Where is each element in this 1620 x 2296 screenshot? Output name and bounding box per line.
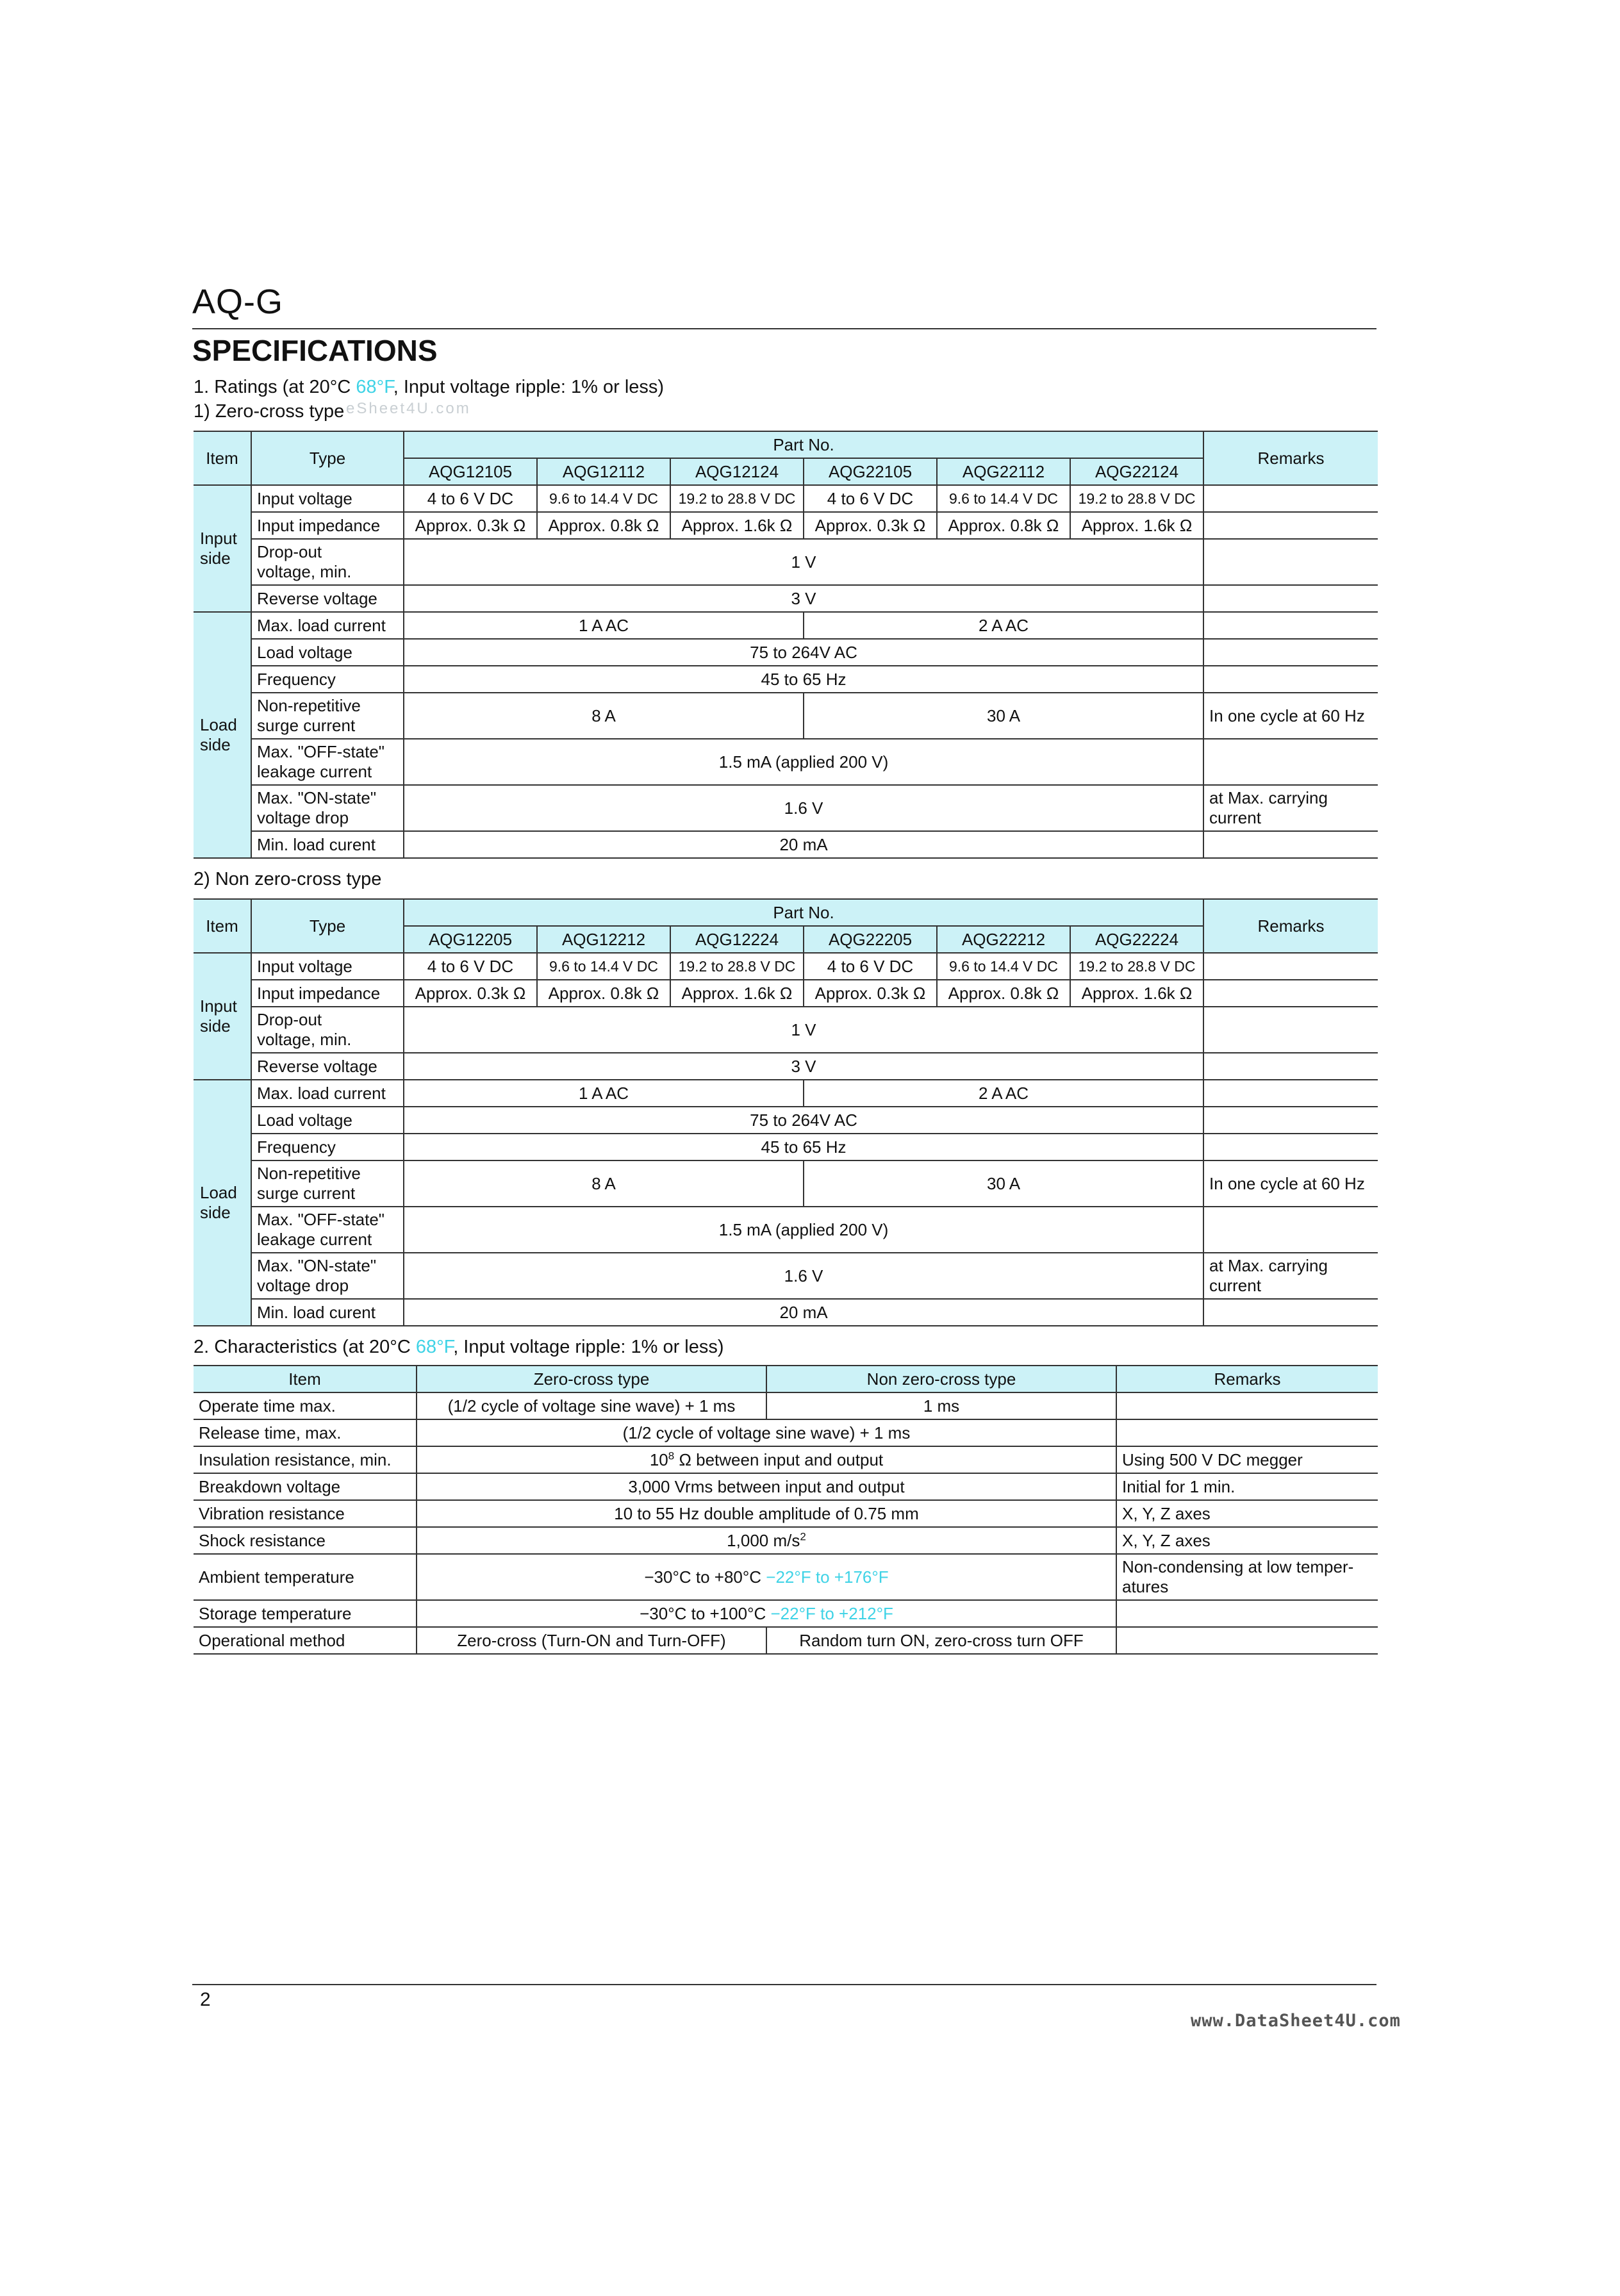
remark-empty — [1116, 1419, 1378, 1446]
ratings-title-pre: 1. Ratings (at 20°C — [194, 377, 356, 397]
group-load-side: Load side — [194, 1080, 251, 1326]
row-label: Reverse voltage — [251, 1053, 404, 1080]
cell-value: 1.6 V — [404, 1253, 1203, 1299]
cell-value: Approx. 0.3k Ω — [804, 512, 937, 539]
cell-value: Approx. 0.3k Ω — [404, 512, 537, 539]
remark-empty — [1203, 585, 1378, 612]
cell-value: 2 A AC — [804, 1080, 1203, 1107]
cell-value: Zero-cross (Turn-ON and Turn-OFF) — [417, 1627, 766, 1654]
row-label: Input voltage — [251, 953, 404, 980]
remark: Using 500 V DC megger — [1116, 1446, 1378, 1473]
group-load-side: Load side — [194, 612, 251, 858]
cell-value: Approx. 0.8k Ω — [537, 980, 670, 1007]
cell-value: 9.6 to 14.4 V DC — [537, 485, 670, 512]
remark-empty — [1203, 512, 1378, 539]
group-input-side: Input side — [194, 953, 251, 1080]
row-label: Non-repetitive surge current — [251, 693, 404, 739]
row-label: Drop-out voltage, min. — [251, 1007, 404, 1053]
part-number: AQG22224 — [1070, 926, 1203, 953]
row-label: Release time, max. — [194, 1419, 417, 1446]
characteristics-title — [194, 1337, 724, 1358]
remark-empty — [1203, 1007, 1378, 1053]
row-label: Load voltage — [251, 639, 404, 666]
remark-empty — [1203, 1134, 1378, 1160]
header-type: Type — [251, 899, 404, 953]
cell-value: 4 to 6 V DC — [804, 485, 937, 512]
remark-empty — [1203, 1107, 1378, 1134]
cell-value: 1 V — [404, 1007, 1203, 1053]
remark-empty — [1203, 612, 1378, 639]
part-number: AQG12212 — [537, 926, 670, 953]
cell-value: 20 mA — [404, 1299, 1203, 1326]
row-label: Max. "OFF-state" leakage current — [251, 739, 404, 785]
cell-value: 9.6 to 14.4 V DC — [937, 953, 1070, 980]
remark: In one cycle at 60 Hz — [1203, 693, 1378, 739]
header-item: Item — [194, 431, 251, 485]
cell-value: 75 to 264V AC — [404, 639, 1203, 666]
row-label: Max. "ON-state" voltage drop — [251, 785, 404, 831]
cell-value: $10^8$ Ω between input and output — [417, 1446, 1116, 1473]
part-number: AQG22112 — [937, 458, 1070, 485]
row-label: Drop-out voltage, min. — [251, 539, 404, 585]
row-label: Storage temperature — [194, 1600, 417, 1627]
remark-empty — [1203, 1053, 1378, 1080]
cell-value: 9.6 to 14.4 V DC — [537, 953, 670, 980]
cell-value: Random turn ON, zero-cross turn OFF — [766, 1627, 1116, 1654]
group-input-side: Input side — [194, 485, 251, 612]
row-label: Input impedance — [251, 512, 404, 539]
row-label: Shock resistance — [194, 1527, 417, 1554]
part-number: AQG22212 — [937, 926, 1070, 953]
remark: at Max. carrying current — [1203, 1253, 1378, 1299]
row-label: Reverse voltage — [251, 585, 404, 612]
cell-value: −30°C to +80°C −22°F to +176°F — [417, 1554, 1116, 1600]
ratings-title — [194, 377, 664, 398]
top-rule — [192, 328, 1376, 329]
part-number: AQG22205 — [804, 926, 937, 953]
cell-value: Approx. 0.3k Ω — [804, 980, 937, 1007]
row-label: Breakdown voltage — [194, 1473, 417, 1500]
remark-empty — [1203, 666, 1378, 693]
remark: X, Y, Z axes — [1116, 1500, 1378, 1527]
row-label: Frequency — [251, 1134, 404, 1160]
cell-value: 1 A AC — [404, 1080, 804, 1107]
cell-value: 8 A — [404, 1160, 804, 1207]
page-heading: SPECIFICATIONS — [192, 334, 438, 367]
row-label: Max. load current — [251, 612, 404, 639]
row-label: Max. load current — [251, 1080, 404, 1107]
characteristics-title-accent: 68°F — [415, 1337, 454, 1357]
part-number: AQG12205 — [404, 926, 537, 953]
header-remarks: Remarks — [1116, 1366, 1378, 1392]
remark: In one cycle at 60 Hz — [1203, 1160, 1378, 1207]
cell-value: Approx. 1.6k Ω — [670, 512, 804, 539]
row-label: Input impedance — [251, 980, 404, 1007]
cell-value: 1 ms — [766, 1392, 1116, 1419]
cell-value: 75 to 264V AC — [404, 1107, 1203, 1134]
cell-value: Approx. 0.8k Ω — [937, 512, 1070, 539]
cell-value: 9.6 to 14.4 V DC — [937, 485, 1070, 512]
characteristics-table — [194, 1365, 1378, 1655]
row-label: Min. load curent — [251, 831, 404, 858]
header-item: Item — [194, 899, 251, 953]
cell-value: 4 to 6 V DC — [404, 485, 537, 512]
cell-value: 3 V — [404, 1053, 1203, 1080]
row-label: Frequency — [251, 666, 404, 693]
row-label: Ambient temperature — [194, 1554, 417, 1600]
ratings-title-post: , Input voltage ripple: 1% or less) — [393, 377, 665, 397]
cell-value: 19.2 to 28.8 V DC — [670, 953, 804, 980]
row-label: Insulation resistance, min. — [194, 1446, 417, 1473]
product-name: AQ-G — [192, 283, 284, 321]
remark-empty — [1203, 1299, 1378, 1326]
cell-value: Approx. 0.8k Ω — [537, 512, 670, 539]
cell-value: 1 V — [404, 539, 1203, 585]
cell-value: 1,000 $m/s^2$ — [417, 1527, 1116, 1554]
row-label: Input voltage — [251, 485, 404, 512]
part-number: AQG22105 — [804, 458, 937, 485]
cell-value: 1 A AC — [404, 612, 804, 639]
zero-cross-ratings-table — [194, 431, 1378, 859]
header-item: Item — [194, 1366, 417, 1392]
row-label: Max. "ON-state" voltage drop — [251, 1253, 404, 1299]
cell-value: 19.2 to 28.8 V DC — [1070, 485, 1203, 512]
part-number: AQG12124 — [670, 458, 804, 485]
part-number: AQG12112 — [537, 458, 670, 485]
remark: Initial for 1 min. — [1116, 1473, 1378, 1500]
cell-value: (1/2 cycle of voltage sine wave) + 1 ms — [417, 1392, 766, 1419]
cell-value: 1.5 mA (applied 200 V) — [404, 1207, 1203, 1253]
part-number: AQG12224 — [670, 926, 804, 953]
site-link[interactable]: www.DataSheet4U.com — [1191, 2011, 1401, 2031]
header-part-no: Part No. — [404, 899, 1203, 926]
cell-value: 8 A — [404, 693, 804, 739]
cell-value: 30 A — [804, 1160, 1203, 1207]
cell-value: 2 A AC — [804, 612, 1203, 639]
header-remarks: Remarks — [1203, 899, 1378, 953]
part-number: AQG12105 — [404, 458, 537, 485]
cell-value: 19.2 to 28.8 V DC — [670, 485, 804, 512]
remark-empty — [1116, 1392, 1378, 1419]
page-number: 2 — [200, 1989, 211, 2010]
remark-empty — [1203, 485, 1378, 512]
cell-value: Approx. 1.6k Ω — [1070, 512, 1203, 539]
faint-watermark: eSheet4U.com — [346, 400, 471, 417]
cell-value: 30 A — [804, 693, 1203, 739]
remark-empty — [1203, 831, 1378, 858]
remark-empty — [1203, 1207, 1378, 1253]
cell-value: 4 to 6 V DC — [804, 953, 937, 980]
cell-value: −30°C to +100°C −22°F to +212°F — [417, 1600, 1116, 1627]
remark-empty — [1203, 980, 1378, 1007]
cell-value: 20 mA — [404, 831, 1203, 858]
part-number: AQG22124 — [1070, 458, 1203, 485]
cell-value: 3 V — [404, 585, 1203, 612]
row-label: Load voltage — [251, 1107, 404, 1134]
cell-value: 1.5 mA (applied 200 V) — [404, 739, 1203, 785]
header-remarks: Remarks — [1203, 431, 1378, 485]
remark: X, Y, Z axes — [1116, 1527, 1378, 1554]
characteristics-title-pre: 2. Characteristics (at 20°C — [194, 1337, 416, 1357]
header-part-no: Part No. — [404, 431, 1203, 458]
cell-value: 45 to 65 Hz — [404, 666, 1203, 693]
header-zero-cross: Zero-cross type — [417, 1366, 766, 1392]
remark-empty — [1116, 1600, 1378, 1627]
cell-value: Approx. 0.8k Ω — [937, 980, 1070, 1007]
cell-value: 3,000 Vrms between input and output — [417, 1473, 1116, 1500]
row-label: Operational method — [194, 1627, 417, 1654]
cell-value: (1/2 cycle of voltage sine wave) + 1 ms — [417, 1419, 1116, 1446]
row-label: Max. "OFF-state" leakage current — [251, 1207, 404, 1253]
row-label: Min. load curent — [251, 1299, 404, 1326]
header-type: Type — [251, 431, 404, 485]
row-label: Non-repetitive surge current — [251, 1160, 404, 1207]
cell-value: 4 to 6 V DC — [404, 953, 537, 980]
non-zero-cross-caption: 2) Non zero-cross type — [194, 869, 382, 889]
header-non-zero-cross: Non zero-cross type — [766, 1366, 1116, 1392]
bottom-rule — [192, 1984, 1376, 1985]
cell-value: 19.2 to 28.8 V DC — [1070, 953, 1203, 980]
ratings-title-accent: 68°F — [356, 377, 393, 397]
remark: Non-condensing at low temper- atures — [1116, 1554, 1378, 1600]
cell-value: Approx. 0.3k Ω — [404, 980, 537, 1007]
cell-value: 1.6 V — [404, 785, 1203, 831]
zero-cross-caption: 1) Zero-cross type — [194, 401, 345, 422]
remark-empty — [1203, 953, 1378, 980]
remark: at Max. carrying current — [1203, 785, 1378, 831]
remark-empty — [1203, 639, 1378, 666]
characteristics-title-post: , Input voltage ripple: 1% or less) — [453, 1337, 724, 1357]
remark-empty — [1203, 1080, 1378, 1107]
row-label: Vibration resistance — [194, 1500, 417, 1527]
non-zero-cross-ratings-table — [194, 898, 1378, 1326]
remark-empty — [1203, 539, 1378, 585]
cell-value: 10 to 55 Hz double amplitude of 0.75 mm — [417, 1500, 1116, 1527]
row-label: Operate time max. — [194, 1392, 417, 1419]
cell-value: 45 to 65 Hz — [404, 1134, 1203, 1160]
cell-value: Approx. 1.6k Ω — [670, 980, 804, 1007]
cell-value: Approx. 1.6k Ω — [1070, 980, 1203, 1007]
remark-empty — [1203, 739, 1378, 785]
remark-empty — [1116, 1627, 1378, 1654]
